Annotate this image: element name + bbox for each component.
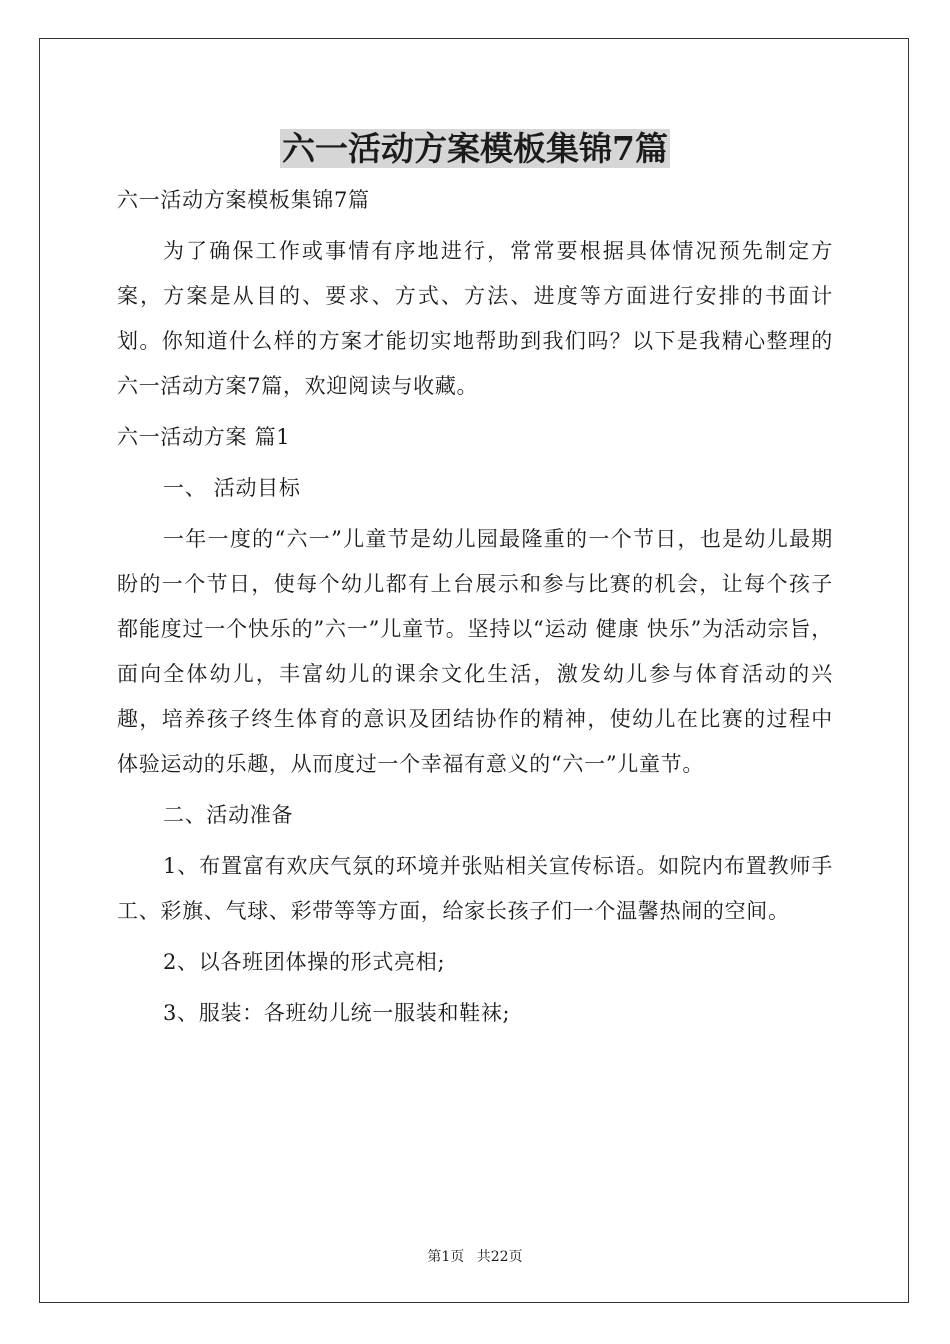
page-number: 第1页 — [427, 1249, 465, 1265]
preparation-item-3: 3、服装：各班幼儿统一服装和鞋袜; — [163, 1001, 511, 1025]
heading-activity-preparation: 二、活动准备 — [163, 803, 294, 827]
intro-paragraph: 为了确保工作或事情有序地进行，常常要根据具体情况预先制定方案，方案是从目的、要求、方式、方法、进度等方面进行安排的书面计划。你知道什么样的方案才能切实地帮助到我们吗？以下是我精心整理的六一活动方案7篇，欢迎阅读与收藏。 — [117, 239, 833, 398]
heading-activity-goals: 一、 活动目标 — [163, 476, 301, 500]
document-subtitle: 六一活动方案模板集锦7篇 — [117, 188, 370, 212]
document-body — [117, 178, 833, 1036]
preparation-item-1: 1、布置富有欢庆气氛的环境并张贴相关宣传标语。如院内布置教师手工、彩旗、气球、彩带等等方面，给家长孩子们一个温馨热闹的空间。 — [117, 854, 833, 923]
goals-paragraph: 一年一度的“六一”儿童节是幼儿园最隆重的一个节日，也是幼儿最期盼的一个节日，使每个幼儿都有上台展示和参与比赛的机会，让每个孩子都能度过一个快乐的”六一”儿童节。坚持以“运动 健康 快乐”为活动宗旨，面向全体幼儿，丰富幼儿的课余文化生活，激发幼儿参与体育活动的兴趣，培养孩子终生体育的意识及团结协作的精神，使幼儿在比赛的过程中体验运动的乐趣，从而度过一个幸福有意义的“六一”儿童节。 — [117, 527, 833, 776]
section-heading-plan-1: 六一活动方案 篇1 — [117, 425, 291, 449]
total-pages: 共22页 — [476, 1249, 523, 1265]
preparation-item-2: 2、以各班团体操的形式亮相; — [163, 950, 446, 974]
document-title-text: 六一活动方案模板集锦7篇 — [282, 129, 668, 168]
page-footer — [0, 1247, 950, 1267]
document-title — [0, 126, 950, 172]
